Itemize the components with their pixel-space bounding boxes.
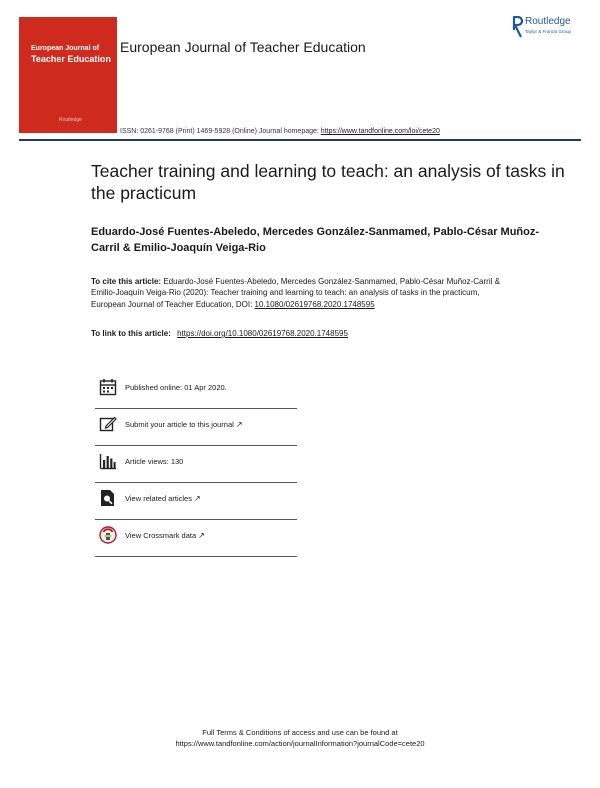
published-online-text: Published online: 01 Apr 2020. xyxy=(125,383,227,392)
article-views-text: Article views: 130 xyxy=(125,457,184,466)
search-document-icon xyxy=(99,489,117,507)
footer-terms-text: Full Terms & Conditions of access and use can be found at xyxy=(202,728,398,737)
citation-text: Eduardo-José Fuentes-Abeledo, Mercedes González-Sanmamed, Pablo-César Muñoz-Carril & Emilio-Joaquín Veiga-Rio (2020): Teacher training and learning to teach: an analysis of tasks in the practicum, European Journal of Teacher Education, DOI: xyxy=(91,277,500,309)
info-divider xyxy=(95,556,297,557)
journal-homepage-link[interactable]: https://www.tandfonline.com/loi/cete20 xyxy=(320,128,440,135)
article-link-label: To link to this article: xyxy=(91,329,171,338)
journal-title: European Journal of Teacher Education xyxy=(120,39,366,55)
citation-block xyxy=(91,276,511,310)
citation-label: To cite this article: xyxy=(91,277,162,286)
article-views-item xyxy=(95,446,297,483)
edit-icon xyxy=(99,415,117,433)
crossmark-icon xyxy=(99,526,117,544)
cover-publisher: Routledge xyxy=(59,117,82,123)
issn-text: ISSN: 0261-9768 (Print) 1469-5928 (Online) Journal homepage: xyxy=(120,128,319,135)
citation-doi-link[interactable]: 10.1080/02619768.2020.1748595 xyxy=(254,299,375,309)
logo-name: Routledge xyxy=(525,16,571,27)
external-link-icon: ↗ xyxy=(198,531,205,540)
issn-line xyxy=(120,128,440,135)
related-articles-link[interactable] xyxy=(95,483,297,520)
journal-cover-image[interactable] xyxy=(19,17,117,133)
submit-article-link[interactable] xyxy=(95,409,297,446)
routledge-r-icon xyxy=(512,16,523,38)
article-link-line xyxy=(91,329,348,338)
footer-terms-link[interactable]: https://www.tandfonline.com/action/journalInformation?journalCode=cete20 xyxy=(175,739,425,748)
related-articles-text: View related articles ↗ xyxy=(125,494,201,503)
external-link-icon: ↗ xyxy=(235,420,243,429)
article-authors: Eduardo-José Fuentes-Abeledo, Mercedes González-Sanmamed, Pablo-César Muñoz-Carril & Emilio-Joaquín Veiga-Rio xyxy=(91,226,540,254)
header-divider xyxy=(19,139,581,141)
bar-chart-icon xyxy=(99,452,117,470)
logo-subtitle: Taylor & Francis Group xyxy=(525,29,572,34)
crossmark-text: View Crossmark data ↗ xyxy=(125,531,205,540)
cover-title-line1: European Journal of xyxy=(31,45,100,52)
cover-title-line2: Teacher Education xyxy=(31,54,111,64)
article-doi-link[interactable]: https://doi.org/10.1080/02619768.2020.1748595 xyxy=(177,329,348,338)
published-online-item xyxy=(95,372,297,409)
calendar-icon xyxy=(99,378,117,396)
crossmark-link[interactable] xyxy=(95,520,297,557)
footer xyxy=(0,727,600,749)
external-link-icon: ↗ xyxy=(193,494,201,503)
article-title: Teacher training and learning to teach: an analysis of tasks in the practicum xyxy=(91,161,565,203)
submit-article-text: Submit your article to this journal ↗ xyxy=(125,420,243,429)
